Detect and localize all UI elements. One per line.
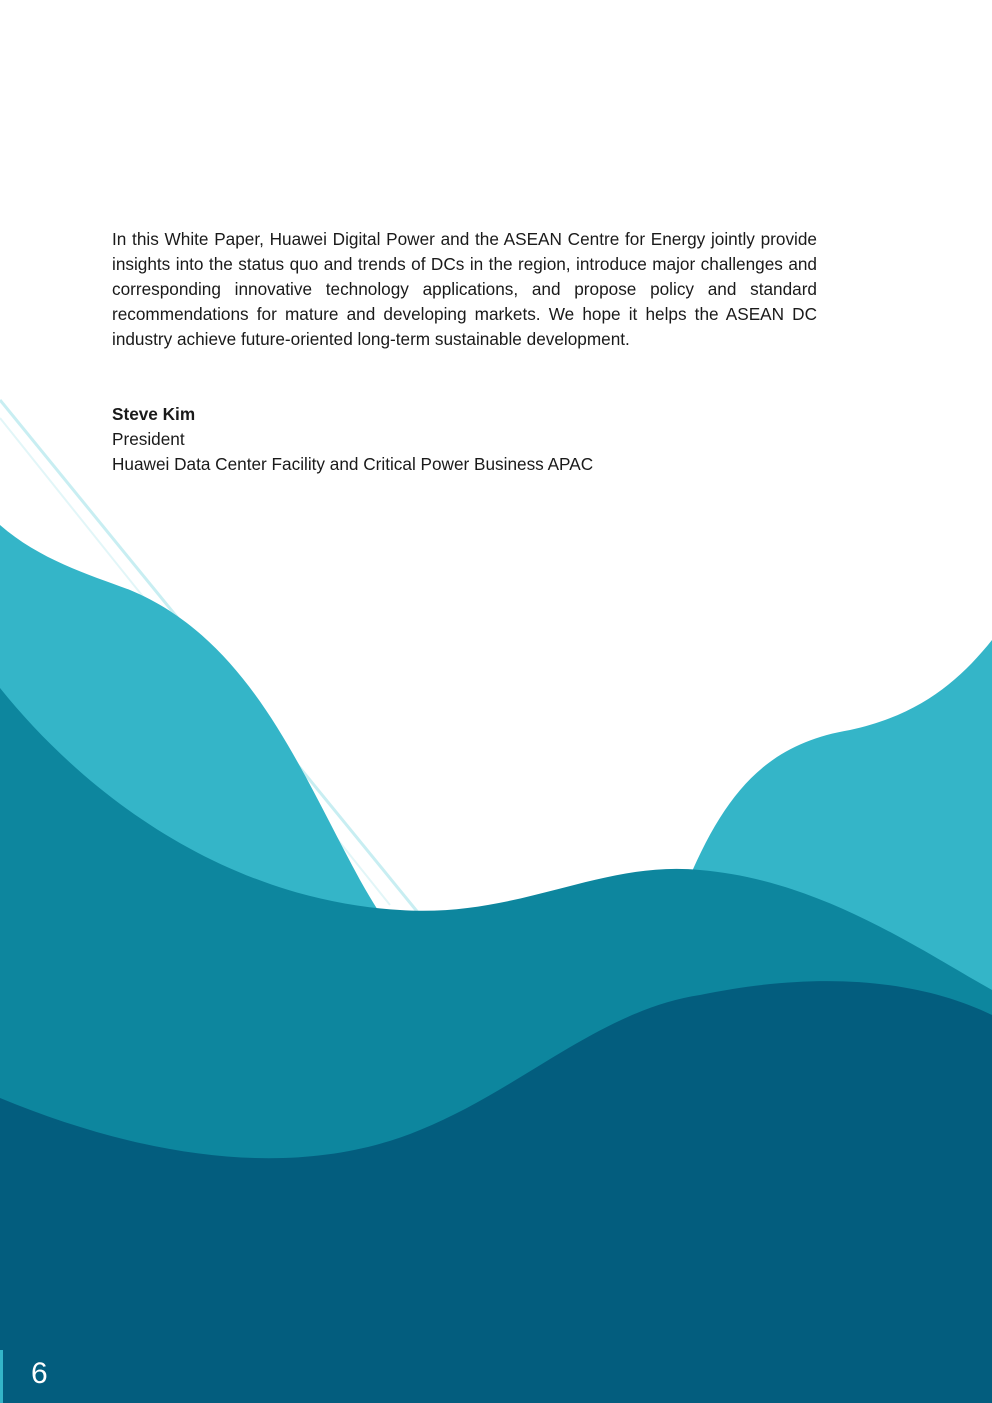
page-number: 6: [31, 1357, 48, 1390]
page-number-accent-bar: [0, 1350, 3, 1403]
signatory-title: President: [112, 429, 185, 449]
intro-paragraph: In this White Paper, Huawei Digital Power and the ASEAN Centre for Energy jointly provide insights into the status quo and trends of DCs in the region, introduce major challenges and corresponding innovative technology applications, and propose policy and standard recommendations for mature and developing markets. We hope it helps the ASEAN DC industry achieve future-oriented long-term sustainable development.: [112, 229, 817, 349]
signature-block: [112, 402, 593, 477]
signatory-organization: Huawei Data Center Facility and Critical Power Business APAC: [112, 454, 594, 474]
signatory-name: Steve Kim: [112, 404, 196, 424]
